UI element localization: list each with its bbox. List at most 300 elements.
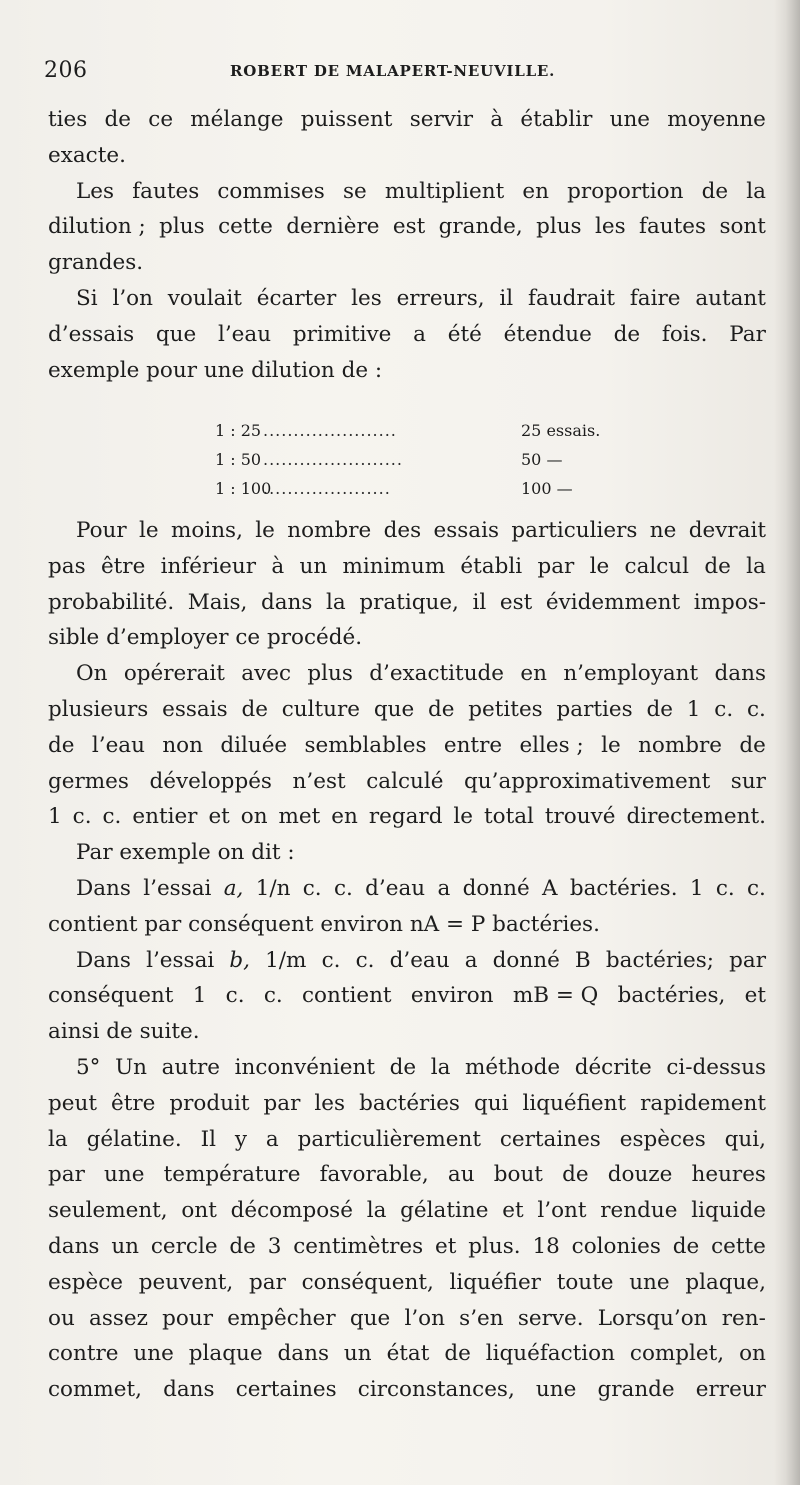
word: les [594, 214, 626, 240]
word: liquéfaction [485, 1341, 615, 1367]
word: fois. [661, 321, 708, 347]
word: de [562, 1162, 589, 1188]
paragraph-first-line [48, 281, 766, 317]
word: ren- [721, 1305, 766, 1331]
text-line [48, 1265, 766, 1301]
word: impos- [693, 589, 766, 615]
word: s’en [459, 1305, 504, 1331]
word: rapidement [640, 1090, 766, 1116]
word: 18 [532, 1233, 560, 1259]
word: inférieur [160, 553, 257, 579]
word: entier [132, 804, 198, 830]
word: état [386, 1341, 430, 1367]
word: Mais, [187, 589, 248, 615]
dilution-ratio: 1 : 100 [215, 479, 272, 498]
word: Il [200, 1126, 216, 1152]
text-line [48, 1229, 766, 1265]
word: plus [536, 214, 582, 240]
text-line [48, 1336, 766, 1372]
word: erreurs, [396, 285, 485, 311]
word: qui [473, 1090, 509, 1116]
word: un [299, 553, 328, 579]
word: met [278, 804, 321, 830]
word: commet, [48, 1377, 142, 1403]
word: en [331, 804, 358, 830]
essay-count: 100 — [521, 479, 573, 498]
paragraph-first-line [48, 943, 766, 979]
word: ties [48, 107, 88, 132]
word: se [342, 178, 367, 204]
word: le [453, 804, 474, 830]
word: conséquent [48, 983, 174, 1009]
word: c. [102, 804, 122, 830]
text-line [48, 978, 766, 1014]
word: de [646, 696, 673, 722]
word: n’est [292, 768, 346, 794]
word: dilution ; [48, 214, 146, 240]
word: 1/n [255, 875, 291, 901]
dilution-ratio: 1 : 25 [215, 421, 262, 440]
paragraph-first-line [48, 1050, 766, 1086]
word: le [139, 518, 159, 543]
word: par [263, 1090, 301, 1116]
word: serve. [517, 1305, 584, 1331]
word: a [413, 321, 426, 347]
word: centimètres [293, 1233, 424, 1259]
word: c. [333, 875, 353, 901]
word: calcul [624, 553, 690, 579]
word: au [447, 1162, 475, 1188]
word: B [574, 947, 591, 973]
lower-text-block [48, 513, 766, 1408]
word: par [48, 1162, 85, 1188]
word: voulait [167, 285, 242, 311]
word: commises [217, 178, 325, 204]
word: particuliers [511, 518, 638, 543]
word: on [739, 1341, 766, 1367]
essay-count: 25 essais. [521, 421, 601, 440]
word: Si [76, 285, 98, 311]
word: essais [433, 518, 499, 543]
word: exacte. [48, 142, 126, 168]
word: grandes. [48, 250, 144, 276]
word: opérerait [123, 661, 225, 687]
word: a [437, 875, 451, 901]
word: calculé [366, 768, 444, 794]
text-line [48, 1301, 766, 1337]
page-gutter-shadow [774, 0, 800, 1485]
word: empêcher [227, 1305, 336, 1331]
word: ou [48, 1305, 75, 1331]
word: c. [714, 696, 734, 722]
word: 1/m [265, 947, 307, 973]
word: pas [48, 553, 86, 579]
word: il [472, 589, 487, 615]
word: a [265, 1126, 279, 1152]
word: des [383, 518, 422, 543]
word: Dans [76, 947, 131, 973]
word: directement. [626, 804, 766, 830]
text-line [48, 353, 766, 389]
word: que [349, 1305, 391, 1331]
word: minimum [342, 553, 446, 579]
word: décrite [574, 1054, 652, 1080]
word: certaines [235, 1377, 337, 1403]
word: la [430, 1054, 451, 1080]
word: et [502, 1198, 524, 1224]
word: environ [410, 983, 494, 1009]
word: faudrait [528, 285, 615, 311]
word: on [240, 804, 268, 830]
text-line [48, 549, 766, 585]
word: une [133, 1341, 174, 1367]
word: d’exactitude [369, 661, 505, 687]
text-line [48, 620, 766, 656]
word: il [499, 285, 514, 311]
word: particulièrement [297, 1126, 481, 1152]
word: développés [149, 768, 272, 794]
word: dans [48, 1233, 100, 1259]
word: proportion [567, 178, 684, 204]
word: de [613, 321, 641, 347]
word: c. [72, 804, 92, 830]
word: semblables [304, 732, 427, 758]
word: liquéfient [522, 1090, 627, 1116]
word: ainsi de suite. [48, 1019, 200, 1045]
word: que [155, 321, 197, 347]
word: et [208, 804, 230, 830]
word: c. [225, 983, 245, 1009]
word: et [744, 983, 766, 1009]
word: essais [162, 696, 228, 722]
word: sont [719, 214, 766, 240]
word: bactéries [359, 1090, 460, 1116]
word: heures [691, 1162, 766, 1188]
word: à [490, 107, 504, 132]
word: de [241, 696, 268, 722]
word: nombre [287, 518, 372, 543]
word: moyenne [667, 107, 766, 132]
word: dans [260, 589, 313, 615]
word: n’employant [563, 661, 699, 687]
word: Par [729, 321, 766, 347]
paragraph-first-line [48, 513, 766, 549]
top-text-block [48, 102, 766, 388]
word: c. [747, 875, 766, 901]
text-line [48, 245, 766, 281]
word: un [111, 1233, 140, 1259]
word: mélange [190, 107, 284, 132]
text-line [48, 1372, 766, 1408]
word: donné [492, 947, 560, 973]
word: que [373, 696, 415, 722]
word: bout [493, 1162, 543, 1188]
word: colonies [571, 1233, 661, 1259]
page-number: 206 [44, 58, 88, 83]
text-line [48, 138, 766, 174]
word: produit [169, 1090, 250, 1116]
word: par [729, 947, 766, 973]
word: petites [468, 696, 543, 722]
word: donné [462, 875, 530, 901]
text-line [48, 1122, 766, 1158]
word: primitive [292, 321, 392, 347]
word: gélatine. [86, 1126, 182, 1152]
dilution-ratio: 1 : 50 [215, 450, 262, 469]
word: de [701, 178, 729, 204]
word: de [229, 1233, 256, 1259]
word: les [351, 285, 382, 311]
word: le [601, 732, 621, 758]
word: la [746, 553, 766, 579]
word: méthode [465, 1054, 561, 1080]
word: a [464, 947, 478, 973]
word: de [444, 1341, 471, 1367]
word: complet, [629, 1341, 725, 1367]
word: qui, [724, 1126, 766, 1152]
word: cercle [150, 1233, 218, 1259]
word: c. [746, 696, 766, 722]
leader-dots: ..................... [263, 479, 391, 498]
word: 1 [686, 696, 701, 722]
word: seulement, [48, 1198, 168, 1224]
word: plus [159, 214, 205, 240]
word: un [343, 1341, 372, 1367]
text-line [48, 317, 766, 353]
word: être [111, 1090, 156, 1116]
word: pratique, [359, 589, 459, 615]
word: gélatine [400, 1198, 489, 1224]
text-line [48, 692, 766, 728]
word: elles ; [519, 732, 584, 758]
word: assez [89, 1305, 148, 1331]
text-line [48, 209, 766, 245]
word: par [248, 1269, 286, 1295]
word: espèce [48, 1269, 124, 1295]
word: multiplient [384, 178, 505, 204]
word: établi [460, 553, 523, 579]
word: l’essai [143, 875, 212, 901]
word: en [520, 661, 547, 687]
word: 1 [689, 875, 704, 901]
word: douze [607, 1162, 673, 1188]
word: circonstances, [357, 1377, 515, 1403]
word: grande [597, 1377, 675, 1403]
word: été [447, 321, 482, 347]
word: fautes [639, 214, 707, 240]
text-line [48, 764, 766, 800]
word: On [76, 661, 108, 687]
word: servir [409, 107, 474, 132]
essay-count: 50 — [521, 450, 563, 469]
word: de [104, 107, 132, 132]
word: ci-dessus [666, 1054, 766, 1080]
word: certaines [499, 1126, 601, 1152]
dilution-table [215, 416, 601, 503]
word: culture [281, 696, 361, 722]
word: la [48, 1126, 68, 1152]
word: la [366, 1198, 387, 1224]
word: 5° [76, 1054, 101, 1080]
text-line [48, 585, 766, 621]
paragraph-first-line [48, 835, 766, 871]
word: est [499, 589, 533, 615]
word: ce [148, 107, 174, 132]
word: contient [302, 983, 392, 1009]
word: ont [181, 1198, 217, 1224]
word: Les [76, 178, 115, 204]
word: la [746, 178, 766, 204]
word: diluée [220, 732, 288, 758]
word: plus [307, 661, 353, 687]
word: sur [730, 768, 766, 794]
word: de [672, 1233, 700, 1259]
word: parties [556, 696, 633, 722]
word: Pour [76, 518, 127, 543]
word: trouvé [544, 804, 616, 830]
word: le [589, 553, 610, 579]
word: peuvent, [138, 1269, 234, 1295]
word: total [484, 804, 534, 830]
word: non [162, 732, 203, 758]
word: une [629, 1269, 670, 1295]
word: l’on [112, 285, 153, 311]
word: bactéries; [605, 947, 714, 973]
word: 3 [267, 1233, 282, 1259]
word: de [389, 1054, 417, 1080]
word: dans [277, 1341, 329, 1367]
word: 1 [48, 804, 62, 830]
word: être [100, 553, 146, 579]
word: par [537, 553, 575, 579]
word: plusieurs [48, 696, 149, 722]
word: a, [223, 875, 244, 901]
word: erreur [695, 1377, 766, 1403]
word: le [255, 518, 275, 543]
word: toute [556, 1269, 614, 1295]
text-line [48, 907, 766, 943]
word: A [541, 875, 558, 901]
word: d’essais [48, 321, 135, 347]
word: bactéries. [569, 875, 678, 901]
text-line [48, 1086, 766, 1122]
word: peut [48, 1090, 97, 1116]
word: l’on [404, 1305, 445, 1331]
word: b, [229, 947, 250, 973]
word: cette [711, 1233, 766, 1259]
word: une [609, 107, 651, 132]
leader-dots: ...................... [263, 421, 397, 440]
word: c. [715, 875, 735, 901]
word: température [163, 1162, 301, 1188]
word: c. [302, 875, 322, 901]
word: mB = Q [512, 983, 599, 1009]
word: bactéries, [617, 983, 726, 1009]
text-line [48, 1014, 766, 1050]
text-line [48, 102, 766, 138]
word: devrait [688, 518, 766, 543]
word: c. [321, 947, 341, 973]
word: de [48, 732, 75, 758]
word: autant [695, 285, 766, 311]
word: entre [443, 732, 503, 758]
word: germes [48, 768, 129, 794]
word: contre [48, 1341, 119, 1367]
word: fautes [132, 178, 200, 204]
word: les [314, 1090, 346, 1116]
word: Dans [76, 875, 131, 901]
leader-dots: ....................... [263, 450, 403, 469]
word: puissent [300, 107, 393, 132]
word: Un [115, 1054, 148, 1080]
word: de [427, 696, 455, 722]
dilution-row [215, 474, 595, 503]
word: plaque [188, 1341, 263, 1367]
word: liquide [691, 1198, 766, 1224]
word: y [234, 1126, 248, 1152]
word: l’eau [91, 732, 145, 758]
word: étendue [503, 321, 592, 347]
word: grande, [438, 214, 523, 240]
word: une [535, 1377, 577, 1403]
text-line [48, 1157, 766, 1193]
word: décomposé [230, 1198, 353, 1224]
running-title: ROBERT DE MALAPERT-NEUVILLE. [230, 62, 556, 80]
word: ne [649, 518, 677, 543]
word: dernière [286, 214, 380, 240]
word: l’ont [537, 1198, 587, 1224]
word: regard [368, 804, 443, 830]
word: pour [162, 1305, 213, 1331]
word: évidemment [545, 589, 681, 615]
word: Lorsqu’on [597, 1305, 708, 1331]
word: autre [161, 1054, 220, 1080]
word: d’eau [365, 875, 426, 901]
word: liquéfier [449, 1269, 541, 1295]
word: contient par conséquent environ nA = P bactéries. [48, 911, 600, 937]
word: faire [629, 285, 681, 311]
word: 1 [192, 983, 207, 1009]
word: c. [263, 983, 283, 1009]
word: probabilité. [48, 589, 175, 615]
word: dans [163, 1377, 215, 1403]
word: à [271, 553, 285, 579]
paragraph-first-line [48, 871, 766, 907]
word: de [704, 553, 731, 579]
word: la [326, 589, 346, 615]
word: établir [520, 107, 593, 132]
text-line [48, 799, 766, 835]
word: rendue [600, 1198, 678, 1224]
word: conséquent, [301, 1269, 434, 1295]
word: et [435, 1233, 457, 1259]
word: de [739, 732, 766, 758]
word: dans [714, 661, 766, 687]
word: une [104, 1162, 145, 1188]
word: qu’approximativement [464, 768, 711, 794]
word: favorable, [319, 1162, 429, 1188]
paragraph-first-line [48, 656, 766, 692]
word: plaque, [685, 1269, 766, 1295]
paragraph-first-line [48, 174, 766, 210]
word: c. [355, 947, 375, 973]
word: l’eau [217, 321, 272, 347]
word: cette [218, 214, 273, 240]
dilution-row [215, 445, 595, 474]
word: l’essai [146, 947, 215, 973]
word: inconvénient [234, 1054, 375, 1080]
word: Par exemple on dit : [76, 840, 295, 866]
